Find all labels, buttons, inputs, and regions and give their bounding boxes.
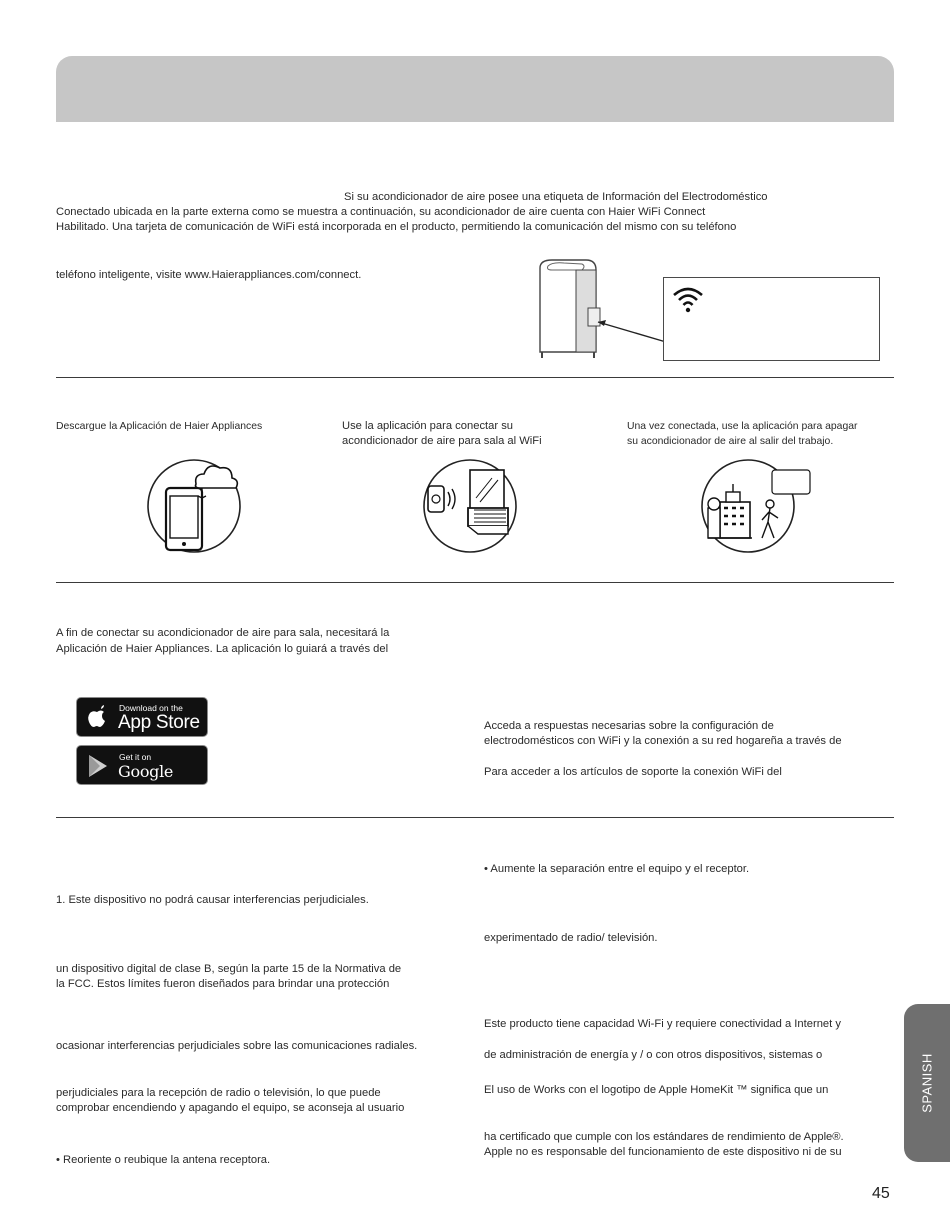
- fcc-left-line-5: perjudiciales para la recepción de radio o televisión, lo que puede: [56, 1087, 381, 1099]
- air-conditioner-illustration: [530, 256, 670, 371]
- intro-line-4: teléfono inteligente, visite www.Haierappliances.com/connect.: [56, 269, 362, 281]
- leaving-work-icon: [700, 458, 812, 554]
- app-intro-line-2: Aplicación de Haier Appliances. La aplicación lo guiará a través del: [56, 643, 389, 655]
- fcc-right-line-3: Este producto tiene capacidad Wi-Fi y requiere conectividad a Internet y: [484, 1018, 841, 1030]
- step-2-text-line-1: Use la aplicación para conectar su: [342, 420, 514, 432]
- fcc-right-line-2: experimentado de radio/ televisión.: [484, 932, 658, 944]
- fcc-left-line-4: ocasionar interferencias perjudiciales sobre las comunicaciones radiales.: [56, 1040, 418, 1052]
- fcc-left-line-2: un dispositivo digital de clase B, según la parte 15 de la Normativa de: [56, 963, 402, 975]
- phone-cloud-icon: [146, 458, 242, 554]
- google-play-badge[interactable]: [76, 745, 208, 801]
- google-play-big-text: Google play: [118, 762, 174, 801]
- fcc-right-line-7: Apple no es responsable del funcionamiento de este dispositivo ni de su: [484, 1146, 842, 1158]
- wifi-icon: [672, 284, 704, 314]
- connected-appliance-label: [663, 277, 880, 361]
- play-triangle-icon: [87, 754, 109, 778]
- intro-line-3: Habilitado. Una tarjeta de comunicación de WiFi está incorporada en el producto, permitiendo la comunicación del mismo con su teléfono: [56, 221, 737, 233]
- step-1-text: Descargue la Aplicación de Haier Appliances: [56, 421, 263, 432]
- language-side-tab-label: SPANISH: [919, 1053, 935, 1113]
- app-store-small-text: Download on the: [119, 703, 183, 713]
- step-2-text-line-2: acondicionador de aire para sala al WiFi: [342, 435, 542, 447]
- section-divider-2: [56, 582, 894, 583]
- page-number: 45: [872, 1185, 890, 1202]
- fcc-right-line-6: ha certificado que cumple con los estándares de rendimiento de Apple®.: [484, 1131, 844, 1143]
- header-bar: [56, 56, 894, 122]
- fcc-right-line-1: • Aumente la separación entre el equipo y el receptor.: [484, 863, 750, 875]
- step-3-text-line-2: su acondicionador de aire al salir del trabajo.: [627, 436, 834, 447]
- fcc-left-line-6: comprobar encendiendo y apagando el equipo, se aconseja al usuario: [56, 1102, 405, 1114]
- step-3-text-line-1: Una vez conectada, use la aplicación para apagar: [627, 421, 858, 432]
- fcc-left-line-7: • Reoriente o reubique la antena receptora.: [56, 1154, 271, 1166]
- wifi-ac-unit-icon: [422, 458, 518, 554]
- intro-line-2: Conectado ubicada en la parte externa como se muestra a continuación, su acondicionador de aire cuenta con Haier WiFi Connect: [56, 206, 706, 218]
- support-line-2: electrodomésticos con WiFi y la conexión a su red hogareña a través de: [484, 735, 842, 747]
- section-divider-1: [56, 377, 894, 378]
- fcc-right-line-4: de administración de energía y / o con otros dispositivos, sistemas o: [484, 1049, 823, 1061]
- support-line-3: Para acceder a los artículos de soporte la conexión WiFi del: [484, 766, 782, 778]
- apple-icon: [87, 705, 107, 729]
- app-store-badge[interactable]: [76, 697, 208, 737]
- section-divider-3: [56, 817, 894, 818]
- support-line-1: Acceda a respuestas necesarias sobre la configuración de: [484, 720, 774, 732]
- app-intro-line-1: A fin de conectar su acondicionador de aire para sala, necesitará la: [56, 627, 390, 639]
- app-store-big-text: App Store: [118, 712, 200, 733]
- fcc-left-line-1: 1. Este dispositivo no podrá causar interferencias perjudiciales.: [56, 894, 369, 906]
- intro-line-1: Si su acondicionador de aire posee una etiqueta de Información del Electrodoméstico: [344, 191, 768, 203]
- language-side-tab: [904, 1004, 950, 1162]
- google-play-small-text: Get it on: [119, 752, 152, 762]
- fcc-right-line-5: El uso de Works con el logotipo de Apple HomeKit ™ significa que un: [484, 1084, 829, 1096]
- fcc-left-line-3: la FCC. Estos límites fueron diseñados para brindar una protección: [56, 978, 390, 990]
